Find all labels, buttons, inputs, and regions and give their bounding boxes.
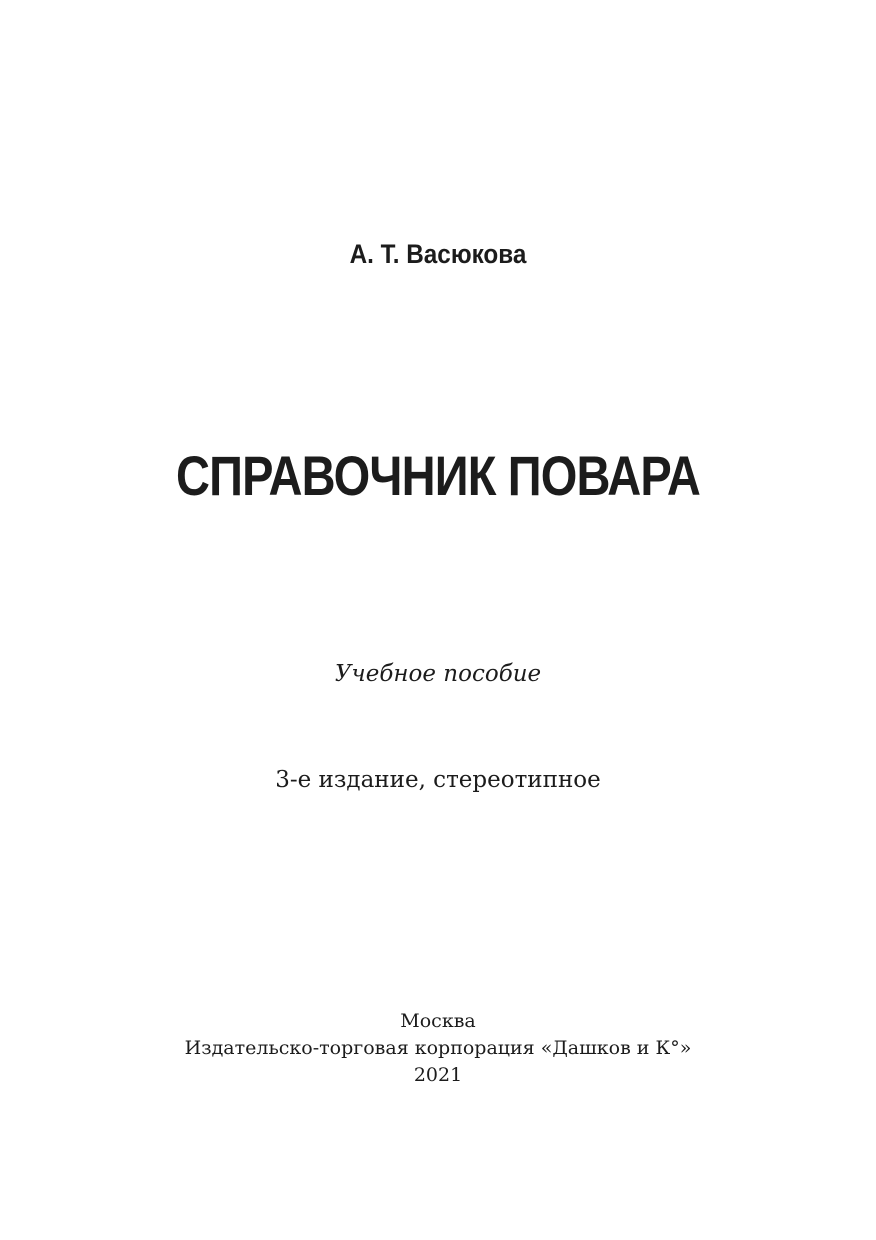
book-subtitle: Учебное пособие [334,661,542,687]
edition-note: 3-е издание, стереотипное [275,767,601,793]
imprint-block [0,1008,876,1089]
imprint-city: Москва [400,1010,476,1032]
imprint-publisher: Издательско-торговая корпорация «Дашков и К°» [184,1037,692,1059]
author-name: А. Т. Васюкова [349,239,527,269]
imprint-year: 2021 [413,1064,463,1086]
book-title: СПРАВОЧНИК ПОВАРА [176,444,700,507]
